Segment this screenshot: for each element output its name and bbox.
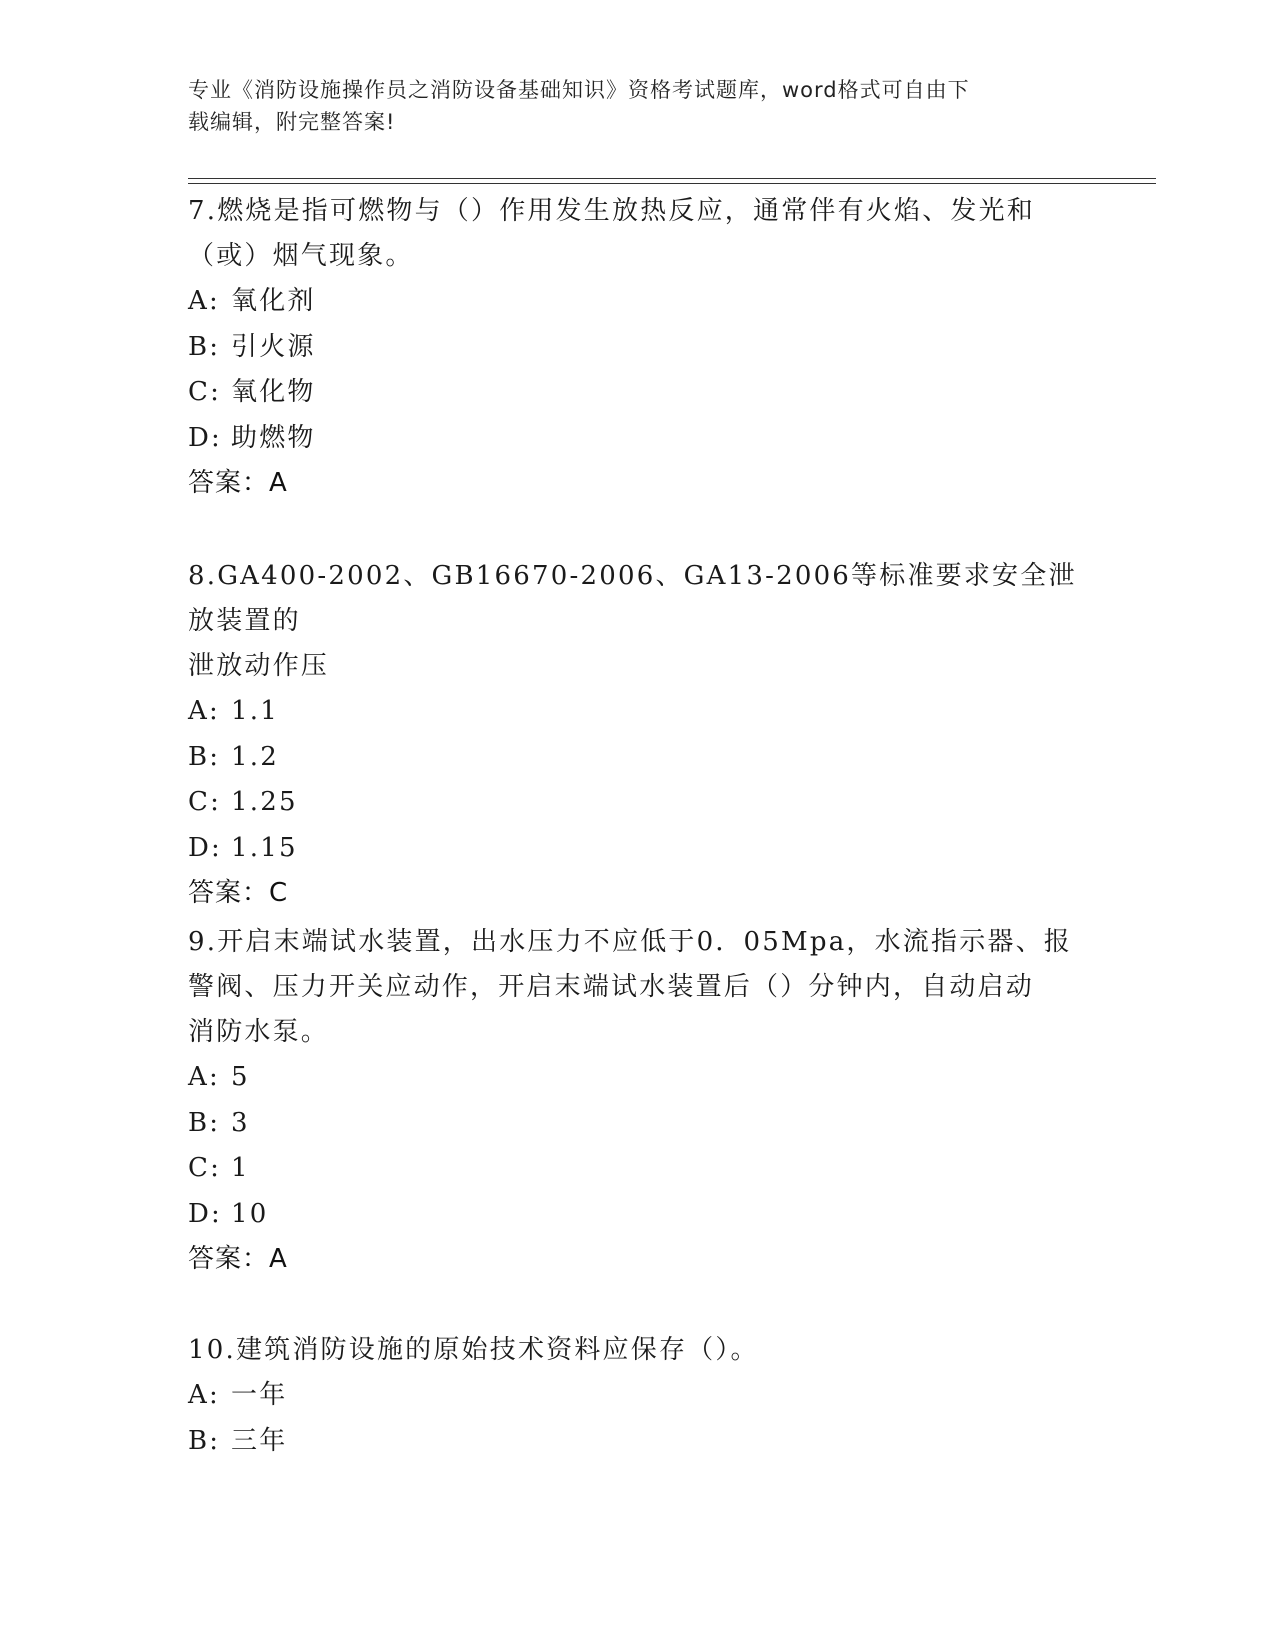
answer: 答案：C xyxy=(188,878,289,908)
option-label: A: xyxy=(188,286,220,316)
question-10 xyxy=(188,1328,1088,1464)
option-c xyxy=(188,1146,1088,1192)
option-a xyxy=(188,689,1088,735)
option-d xyxy=(188,826,1088,872)
question-text-line: 泄放动作压 xyxy=(188,651,330,681)
question-text-line: 9.开启末端试水装置，出水压力不应低于0．05Mpa，水流指示器、报 xyxy=(188,927,1072,957)
header-divider-top xyxy=(188,178,1156,179)
question-text-line: 10.建筑消防设施的原始技术资料应保存（）。 xyxy=(188,1335,759,1365)
document-header xyxy=(188,74,1068,138)
option-label: A: xyxy=(188,696,220,726)
option-label: C: xyxy=(188,1153,222,1183)
option-label: B: xyxy=(188,741,221,772)
option-text: 助燃物 xyxy=(231,422,316,453)
option-text: 10 xyxy=(231,1198,269,1229)
option-c xyxy=(188,370,1088,416)
option-text: 氧化物 xyxy=(231,377,316,407)
option-b xyxy=(188,325,1088,371)
option-d xyxy=(188,416,1088,462)
option-text: 氧化剂 xyxy=(231,286,316,316)
option-text: 引火源 xyxy=(231,331,316,362)
option-text: 5 xyxy=(231,1062,250,1092)
option-label: C: xyxy=(188,377,222,407)
option-text: 1 xyxy=(231,1153,250,1183)
question-7 xyxy=(188,189,1088,506)
option-label: C: xyxy=(188,787,222,817)
option-label: D: xyxy=(188,832,223,863)
question-text-line: 警阀、压力开关应动作，开启末端试水装置后（）分钟内，自动启动 xyxy=(188,972,1035,1002)
option-label: B: xyxy=(188,1107,221,1138)
option-text: 1.15 xyxy=(231,832,298,863)
header-line-2: 载编辑，附完整答案! xyxy=(188,110,396,134)
question-8 xyxy=(188,554,1088,916)
header-line-1: 专业《消防设施操作员之消防设备基础知识》资格考试题库，word格式可自由下 xyxy=(188,78,970,102)
question-text-line: 消防水泵。 xyxy=(188,1017,330,1047)
answer: 答案：A xyxy=(188,468,288,498)
option-label: D: xyxy=(188,422,223,453)
question-text-line: 8.GA400-2002、GB16670-2006、GA13-2006等标准要求安全泄放装置的 xyxy=(188,561,1077,636)
option-a xyxy=(188,1373,1088,1419)
option-label: B: xyxy=(188,1425,221,1456)
option-label: B: xyxy=(188,331,221,362)
option-text: 3 xyxy=(231,1107,250,1138)
option-a xyxy=(188,279,1088,325)
option-text: 三年 xyxy=(231,1425,288,1456)
option-b xyxy=(188,735,1088,781)
question-9 xyxy=(188,920,1088,1282)
option-label: A: xyxy=(188,1062,220,1092)
answer: 答案：A xyxy=(188,1244,288,1274)
option-label: D: xyxy=(188,1198,223,1229)
question-text-line: （或）烟气现象。 xyxy=(188,241,414,271)
option-text: 一年 xyxy=(231,1380,288,1410)
option-text: 1.2 xyxy=(231,741,279,772)
option-b xyxy=(188,1419,1088,1465)
option-label: A: xyxy=(188,1380,220,1410)
option-text: 1.25 xyxy=(231,787,298,817)
option-b xyxy=(188,1101,1088,1147)
option-c xyxy=(188,780,1088,826)
option-text: 1.1 xyxy=(231,696,279,726)
option-d xyxy=(188,1192,1088,1238)
option-a xyxy=(188,1055,1088,1101)
header-divider-bottom xyxy=(188,183,1156,184)
question-text-line: 7.燃烧是指可燃物与（）作用发生放热反应，通常伴有火焰、发光和 xyxy=(188,196,1036,226)
